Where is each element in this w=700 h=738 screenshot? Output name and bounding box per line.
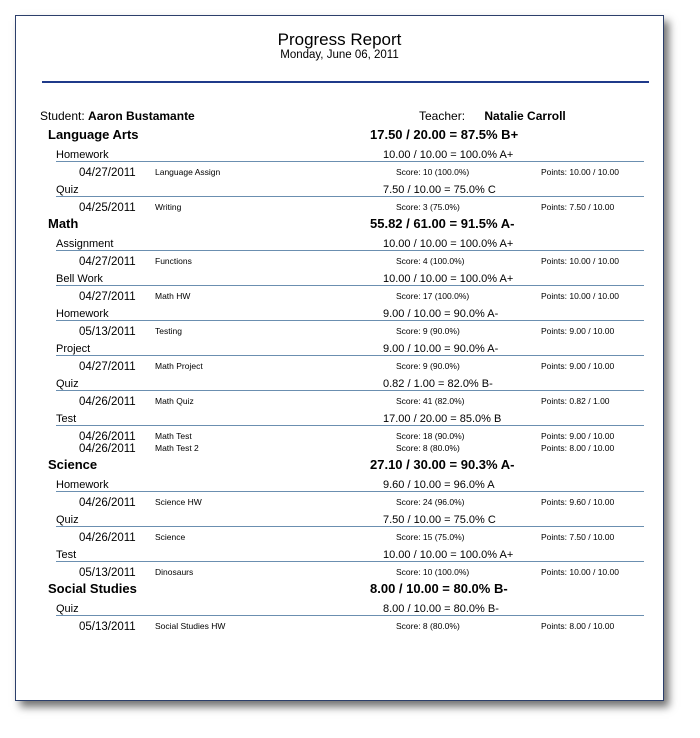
category-underline — [56, 161, 644, 162]
category-underline — [56, 320, 644, 321]
category-row — [16, 179, 663, 197]
category-underline — [56, 561, 644, 562]
assignment-score: Score: 15 (75.0%) — [396, 532, 465, 542]
assignment-name: Social Studies HW — [155, 621, 226, 631]
assignment-date: 04/27/2011 — [79, 291, 136, 303]
category-underline — [56, 196, 644, 197]
category-underline — [56, 355, 644, 356]
assignment-score: Score: 18 (90.0%) — [396, 431, 465, 441]
assignment-date: 04/25/2011 — [79, 202, 136, 214]
category-total: 9.00 / 10.00 = 90.0% A- — [383, 343, 499, 355]
category-underline — [56, 526, 644, 527]
subject-name: Social Studies — [48, 581, 137, 596]
subject-name: Science — [48, 457, 98, 472]
report-title: Progress Report — [277, 30, 402, 49]
assignment-date: 04/26/2011 — [79, 443, 136, 455]
category-total: 9.00 / 10.00 = 90.0% A- — [383, 308, 499, 320]
assignment-name: Science HW — [155, 497, 202, 507]
subject-total: 27.10 / 30.00 = 90.3% A- — [370, 457, 515, 472]
category-name: Homework — [56, 479, 109, 491]
category-underline — [56, 285, 644, 286]
category-total: 10.00 / 10.00 = 100.0% A+ — [383, 149, 514, 161]
category-total: 8.00 / 10.00 = 80.0% B- — [383, 603, 499, 615]
assignment-points: Points: 10.00 / 10.00 — [541, 256, 619, 266]
subject-total: 17.50 / 20.00 = 87.5% B+ — [370, 127, 519, 142]
assignment-row — [16, 443, 663, 455]
assignment-score: Score: 24 (96.0%) — [396, 497, 465, 507]
report-content — [16, 109, 663, 633]
category-total: 17.00 / 20.00 = 85.0% B — [383, 413, 502, 425]
assignment-score: Score: 3 (75.0%) — [396, 202, 460, 212]
teacher-info — [419, 109, 566, 123]
assignment-score: Score: 4 (100.0%) — [396, 256, 465, 266]
subject-row — [16, 579, 663, 598]
category-row — [16, 408, 663, 426]
teacher-label: Teacher: — [419, 109, 466, 123]
assignment-points: Points: 10.00 / 10.00 — [541, 291, 619, 301]
assignment-score: Score: 8 (80.0%) — [396, 621, 460, 631]
assignment-date: 04/26/2011 — [79, 497, 136, 509]
assignment-name: Functions — [155, 256, 192, 266]
category-total: 9.60 / 10.00 = 96.0% A — [383, 479, 495, 491]
assignment-points: Points: 8.00 / 10.00 — [541, 443, 615, 453]
assignment-name: Dinosaurs — [155, 567, 194, 577]
assignment-name: Language Assign — [155, 167, 221, 177]
assignment-date: 05/13/2011 — [79, 326, 136, 338]
assignment-date: 05/13/2011 — [79, 567, 136, 579]
assignment-points: Points: 8.00 / 10.00 — [541, 621, 615, 631]
category-name: Project — [56, 343, 91, 355]
assignment-points: Points: 10.00 / 10.00 — [541, 567, 619, 577]
category-row — [16, 303, 663, 321]
assignment-points: Points: 9.00 / 10.00 — [541, 361, 615, 371]
subject-row — [16, 455, 663, 474]
category-row — [16, 144, 663, 162]
assignment-score: Score: 8 (80.0%) — [396, 443, 460, 453]
header-divider — [42, 81, 649, 83]
category-name: Assignment — [56, 238, 114, 250]
assignment-date: 05/13/2011 — [79, 621, 136, 633]
assignment-row — [16, 167, 663, 179]
assignment-row — [16, 497, 663, 509]
category-row — [16, 544, 663, 562]
subject-total: 8.00 / 10.00 = 80.0% B- — [370, 581, 508, 596]
category-underline — [56, 390, 644, 391]
student-label: Student: — [40, 109, 85, 123]
assignment-date: 04/26/2011 — [79, 532, 136, 544]
category-row — [16, 373, 663, 391]
assignment-score: Score: 9 (90.0%) — [396, 326, 460, 336]
subjects-list — [16, 125, 663, 633]
report-header — [16, 30, 663, 62]
assignment-name: Science — [155, 532, 186, 542]
category-total: 7.50 / 10.00 = 75.0% C — [383, 184, 496, 196]
assignment-name: Math Project — [155, 361, 203, 371]
assignment-row — [16, 532, 663, 544]
subject-row — [16, 214, 663, 233]
category-name: Homework — [56, 149, 109, 161]
category-underline — [56, 615, 644, 616]
assignment-row — [16, 256, 663, 268]
assignment-points: Points: 7.50 / 10.00 — [541, 202, 615, 212]
category-name: Quiz — [56, 514, 79, 526]
assignment-points: Points: 9.00 / 10.00 — [541, 431, 615, 441]
report-page — [15, 15, 664, 701]
category-name: Homework — [56, 308, 109, 320]
assignment-date: 04/26/2011 — [79, 396, 136, 408]
assignment-row — [16, 431, 663, 443]
assignment-score: Score: 10 (100.0%) — [396, 167, 470, 177]
category-name: Quiz — [56, 378, 79, 390]
assignment-row — [16, 621, 663, 633]
teacher-name: Natalie Carroll — [484, 109, 566, 123]
assignment-score: Score: 9 (90.0%) — [396, 361, 460, 371]
report-date: Monday, June 06, 2011 — [280, 49, 399, 61]
category-total: 0.82 / 1.00 = 82.0% B- — [383, 378, 493, 390]
assignment-name: Math HW — [155, 291, 191, 301]
category-total: 10.00 / 10.00 = 100.0% A+ — [383, 273, 514, 285]
category-row — [16, 233, 663, 251]
category-underline — [56, 250, 644, 251]
assignment-score: Score: 17 (100.0%) — [396, 291, 470, 301]
category-row — [16, 474, 663, 492]
student-name: Aaron Bustamante — [88, 109, 195, 123]
category-total: 10.00 / 10.00 = 100.0% A+ — [383, 238, 514, 250]
assignment-score: Score: 10 (100.0%) — [396, 567, 470, 577]
category-underline — [56, 491, 644, 492]
assignment-points: Points: 0.82 / 1.00 — [541, 396, 610, 406]
category-row — [16, 268, 663, 286]
category-total: 10.00 / 10.00 = 100.0% A+ — [383, 549, 514, 561]
assignment-row — [16, 202, 663, 214]
subject-name: Math — [48, 216, 79, 231]
student-teacher-row — [16, 109, 663, 125]
subject-row — [16, 125, 663, 144]
category-row — [16, 338, 663, 356]
category-name: Bell Work — [56, 273, 103, 285]
assignment-row — [16, 361, 663, 373]
category-total: 7.50 / 10.00 = 75.0% C — [383, 514, 496, 526]
assignment-row — [16, 291, 663, 303]
assignment-name: Math Quiz — [155, 396, 194, 406]
category-underline — [56, 425, 644, 426]
assignment-date: 04/27/2011 — [79, 256, 136, 268]
assignment-name: Math Test — [155, 431, 192, 441]
assignment-row — [16, 396, 663, 408]
student-info — [40, 109, 195, 123]
category-name: Quiz — [56, 184, 79, 196]
subject-total: 55.82 / 61.00 = 91.5% A- — [370, 216, 515, 231]
category-name: Test — [56, 549, 77, 561]
assignment-name: Testing — [155, 326, 182, 336]
category-name: Test — [56, 413, 77, 425]
assignment-date: 04/27/2011 — [79, 167, 136, 179]
assignment-date: 04/27/2011 — [79, 361, 136, 373]
category-row — [16, 509, 663, 527]
category-row — [16, 598, 663, 616]
assignment-date: 04/26/2011 — [79, 431, 136, 443]
assignment-row — [16, 567, 663, 579]
assignment-points: Points: 9.00 / 10.00 — [541, 326, 615, 336]
assignment-row — [16, 326, 663, 338]
subject-name: Language Arts — [48, 127, 139, 142]
assignment-name: Math Test 2 — [155, 443, 199, 453]
category-name: Quiz — [56, 603, 79, 615]
assignment-points: Points: 7.50 / 10.00 — [541, 532, 615, 542]
assignment-points: Points: 9.60 / 10.00 — [541, 497, 615, 507]
assignment-name: Writing — [155, 202, 182, 212]
assignment-points: Points: 10.00 / 10.00 — [541, 167, 619, 177]
assignment-score: Score: 41 (82.0%) — [396, 396, 465, 406]
